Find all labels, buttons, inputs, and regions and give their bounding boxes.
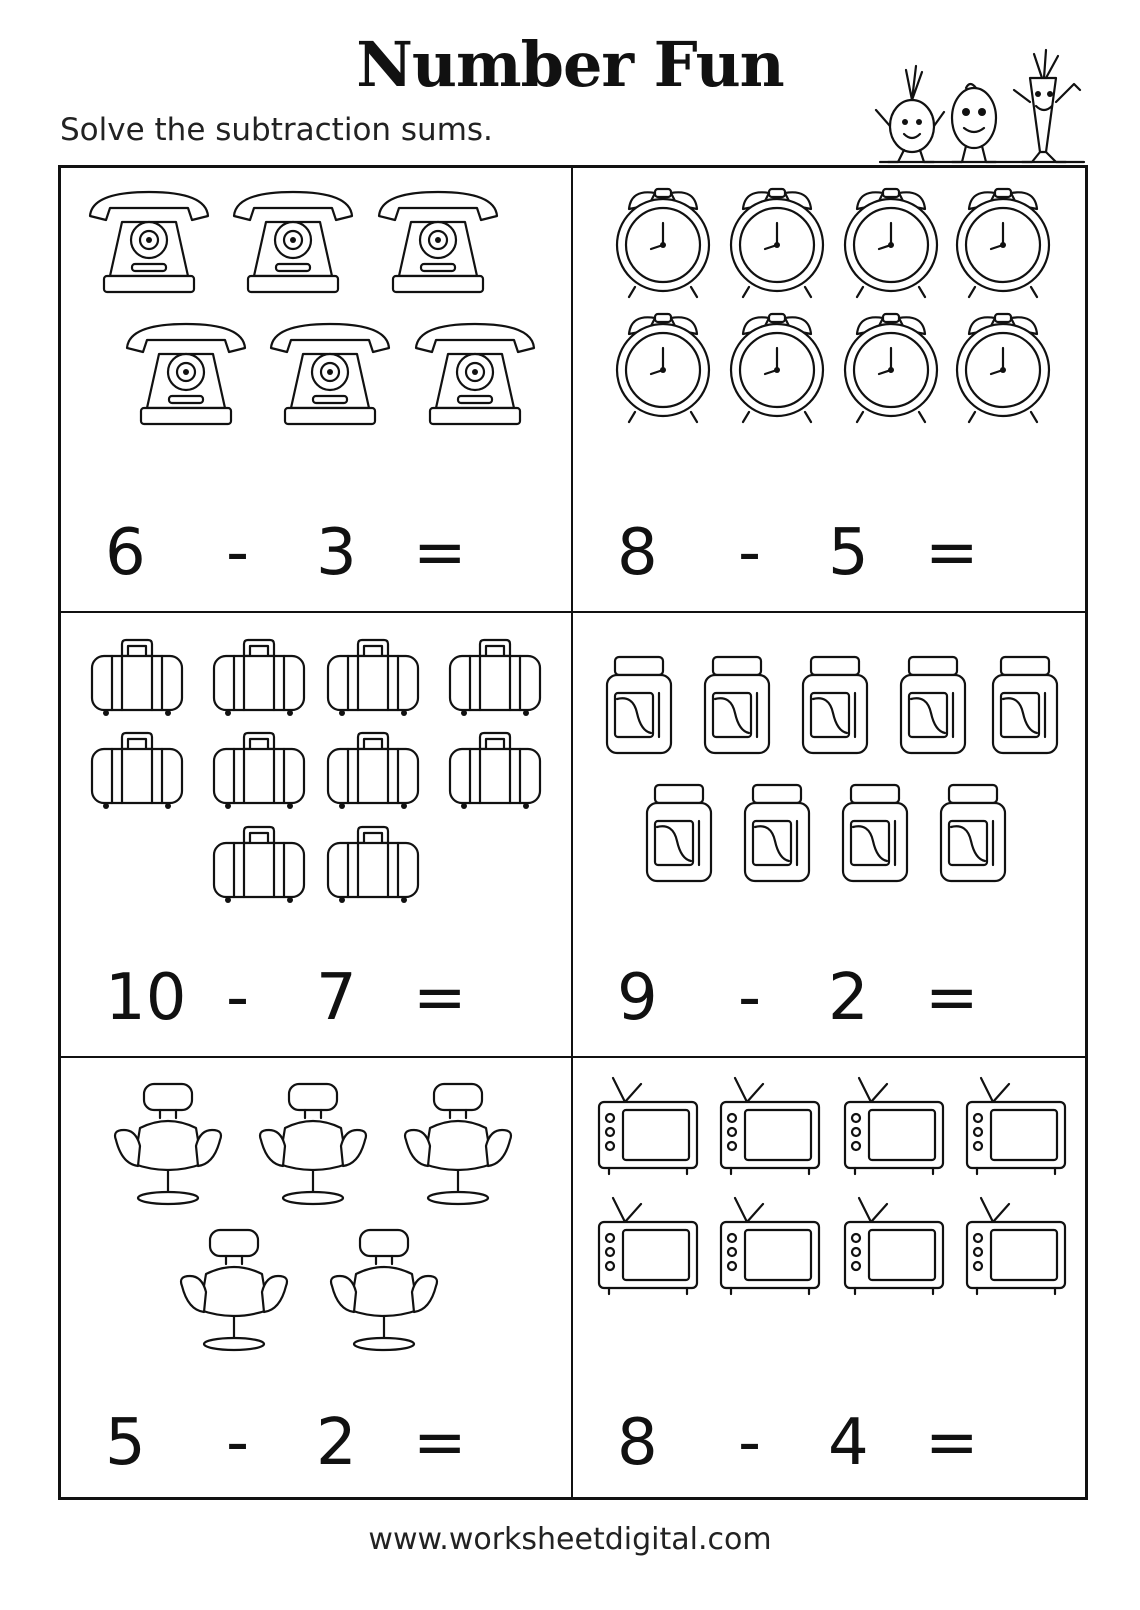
suitcase-icon: [450, 640, 540, 716]
television-icon: [845, 1078, 943, 1174]
minus-sign: -: [738, 1406, 762, 1480]
problem-grid: [58, 165, 1088, 1500]
television-icon: [967, 1198, 1065, 1294]
suitcase-icon: [328, 733, 418, 809]
telephone-icon: [271, 324, 389, 424]
equation: [61, 948, 571, 1048]
equals-sign: =: [413, 961, 467, 1035]
chair-icon: [331, 1230, 437, 1350]
telephone-icon: [90, 192, 208, 292]
minus-sign: -: [738, 516, 762, 590]
equation: [573, 503, 1085, 603]
chair-icon: [260, 1084, 366, 1204]
page-title: Number Fun: [356, 28, 784, 101]
minus-sign: -: [226, 516, 250, 590]
telephone-icon: [234, 192, 352, 292]
equation: [573, 948, 1085, 1048]
jar-icon: [705, 657, 769, 753]
minuend: 5: [105, 1406, 146, 1480]
problem-cell: [61, 168, 573, 613]
equals-sign: =: [925, 1406, 979, 1480]
minus-sign: -: [226, 1406, 250, 1480]
subtrahend: 2: [828, 961, 869, 1035]
subtrahend: 5: [828, 516, 869, 590]
television-icon: [599, 1198, 697, 1294]
subtrahend: 3: [316, 516, 357, 590]
problem-cell: [573, 613, 1085, 1058]
picture-area: [61, 1058, 571, 1388]
vegetable-mascots-icon: [870, 40, 1090, 166]
jar-icon: [647, 785, 711, 881]
picture-area: [61, 168, 571, 498]
picture-area: [61, 613, 571, 943]
alarm-clock-icon: [731, 314, 823, 422]
alarm-clock-icon: [617, 314, 709, 422]
instructions: Solve the subtraction sums.: [60, 112, 493, 148]
equals-sign: =: [413, 516, 467, 590]
website-url: www.worksheetdigital.com: [368, 1522, 772, 1557]
chair-icon: [405, 1084, 511, 1204]
picture-area: [573, 1058, 1085, 1388]
subtrahend: 7: [316, 961, 357, 1035]
telephone-icon: [416, 324, 534, 424]
suitcase-icon: [92, 640, 182, 716]
alarm-clock-icon: [957, 189, 1049, 297]
chair-icon: [181, 1230, 287, 1350]
television-icon: [967, 1078, 1065, 1174]
subtrahend: 2: [316, 1406, 357, 1480]
suitcase-icon: [214, 733, 304, 809]
television-icon: [721, 1078, 819, 1174]
minuend: 6: [105, 516, 146, 590]
alarm-clock-icon: [957, 314, 1049, 422]
suitcase-icon: [328, 827, 418, 903]
suitcase-icon: [214, 827, 304, 903]
chair-icon: [115, 1084, 221, 1204]
alarm-clock-icon: [731, 189, 823, 297]
suitcase-icon: [450, 733, 540, 809]
jar-icon: [607, 657, 671, 753]
equation: [573, 1393, 1085, 1493]
minuend: 8: [617, 516, 658, 590]
minus-sign: -: [738, 961, 762, 1035]
equation: [61, 1393, 571, 1493]
problem-cell: [61, 613, 573, 1058]
equals-sign: =: [925, 516, 979, 590]
jar-icon: [993, 657, 1057, 753]
jar-icon: [803, 657, 867, 753]
jar-icon: [843, 785, 907, 881]
alarm-clock-icon: [617, 189, 709, 297]
television-icon: [721, 1198, 819, 1294]
jar-icon: [745, 785, 809, 881]
minuend: 10: [105, 961, 187, 1035]
telephone-icon: [127, 324, 245, 424]
picture-area: [573, 168, 1085, 498]
minuend: 8: [617, 1406, 658, 1480]
alarm-clock-icon: [845, 314, 937, 422]
jar-icon: [941, 785, 1005, 881]
television-icon: [599, 1078, 697, 1174]
television-icon: [845, 1198, 943, 1294]
problem-cell: [573, 168, 1085, 613]
equation: [61, 503, 571, 603]
equals-sign: =: [925, 961, 979, 1035]
problem-cell: [61, 1058, 573, 1497]
telephone-icon: [379, 192, 497, 292]
minuend: 9: [617, 961, 658, 1035]
problem-cell: [573, 1058, 1085, 1497]
subtrahend: 4: [828, 1406, 869, 1480]
equals-sign: =: [413, 1406, 467, 1480]
suitcase-icon: [214, 640, 304, 716]
minus-sign: -: [226, 961, 250, 1035]
picture-area: [573, 613, 1085, 943]
jar-icon: [901, 657, 965, 753]
suitcase-icon: [328, 640, 418, 716]
alarm-clock-icon: [845, 189, 937, 297]
suitcase-icon: [92, 733, 182, 809]
